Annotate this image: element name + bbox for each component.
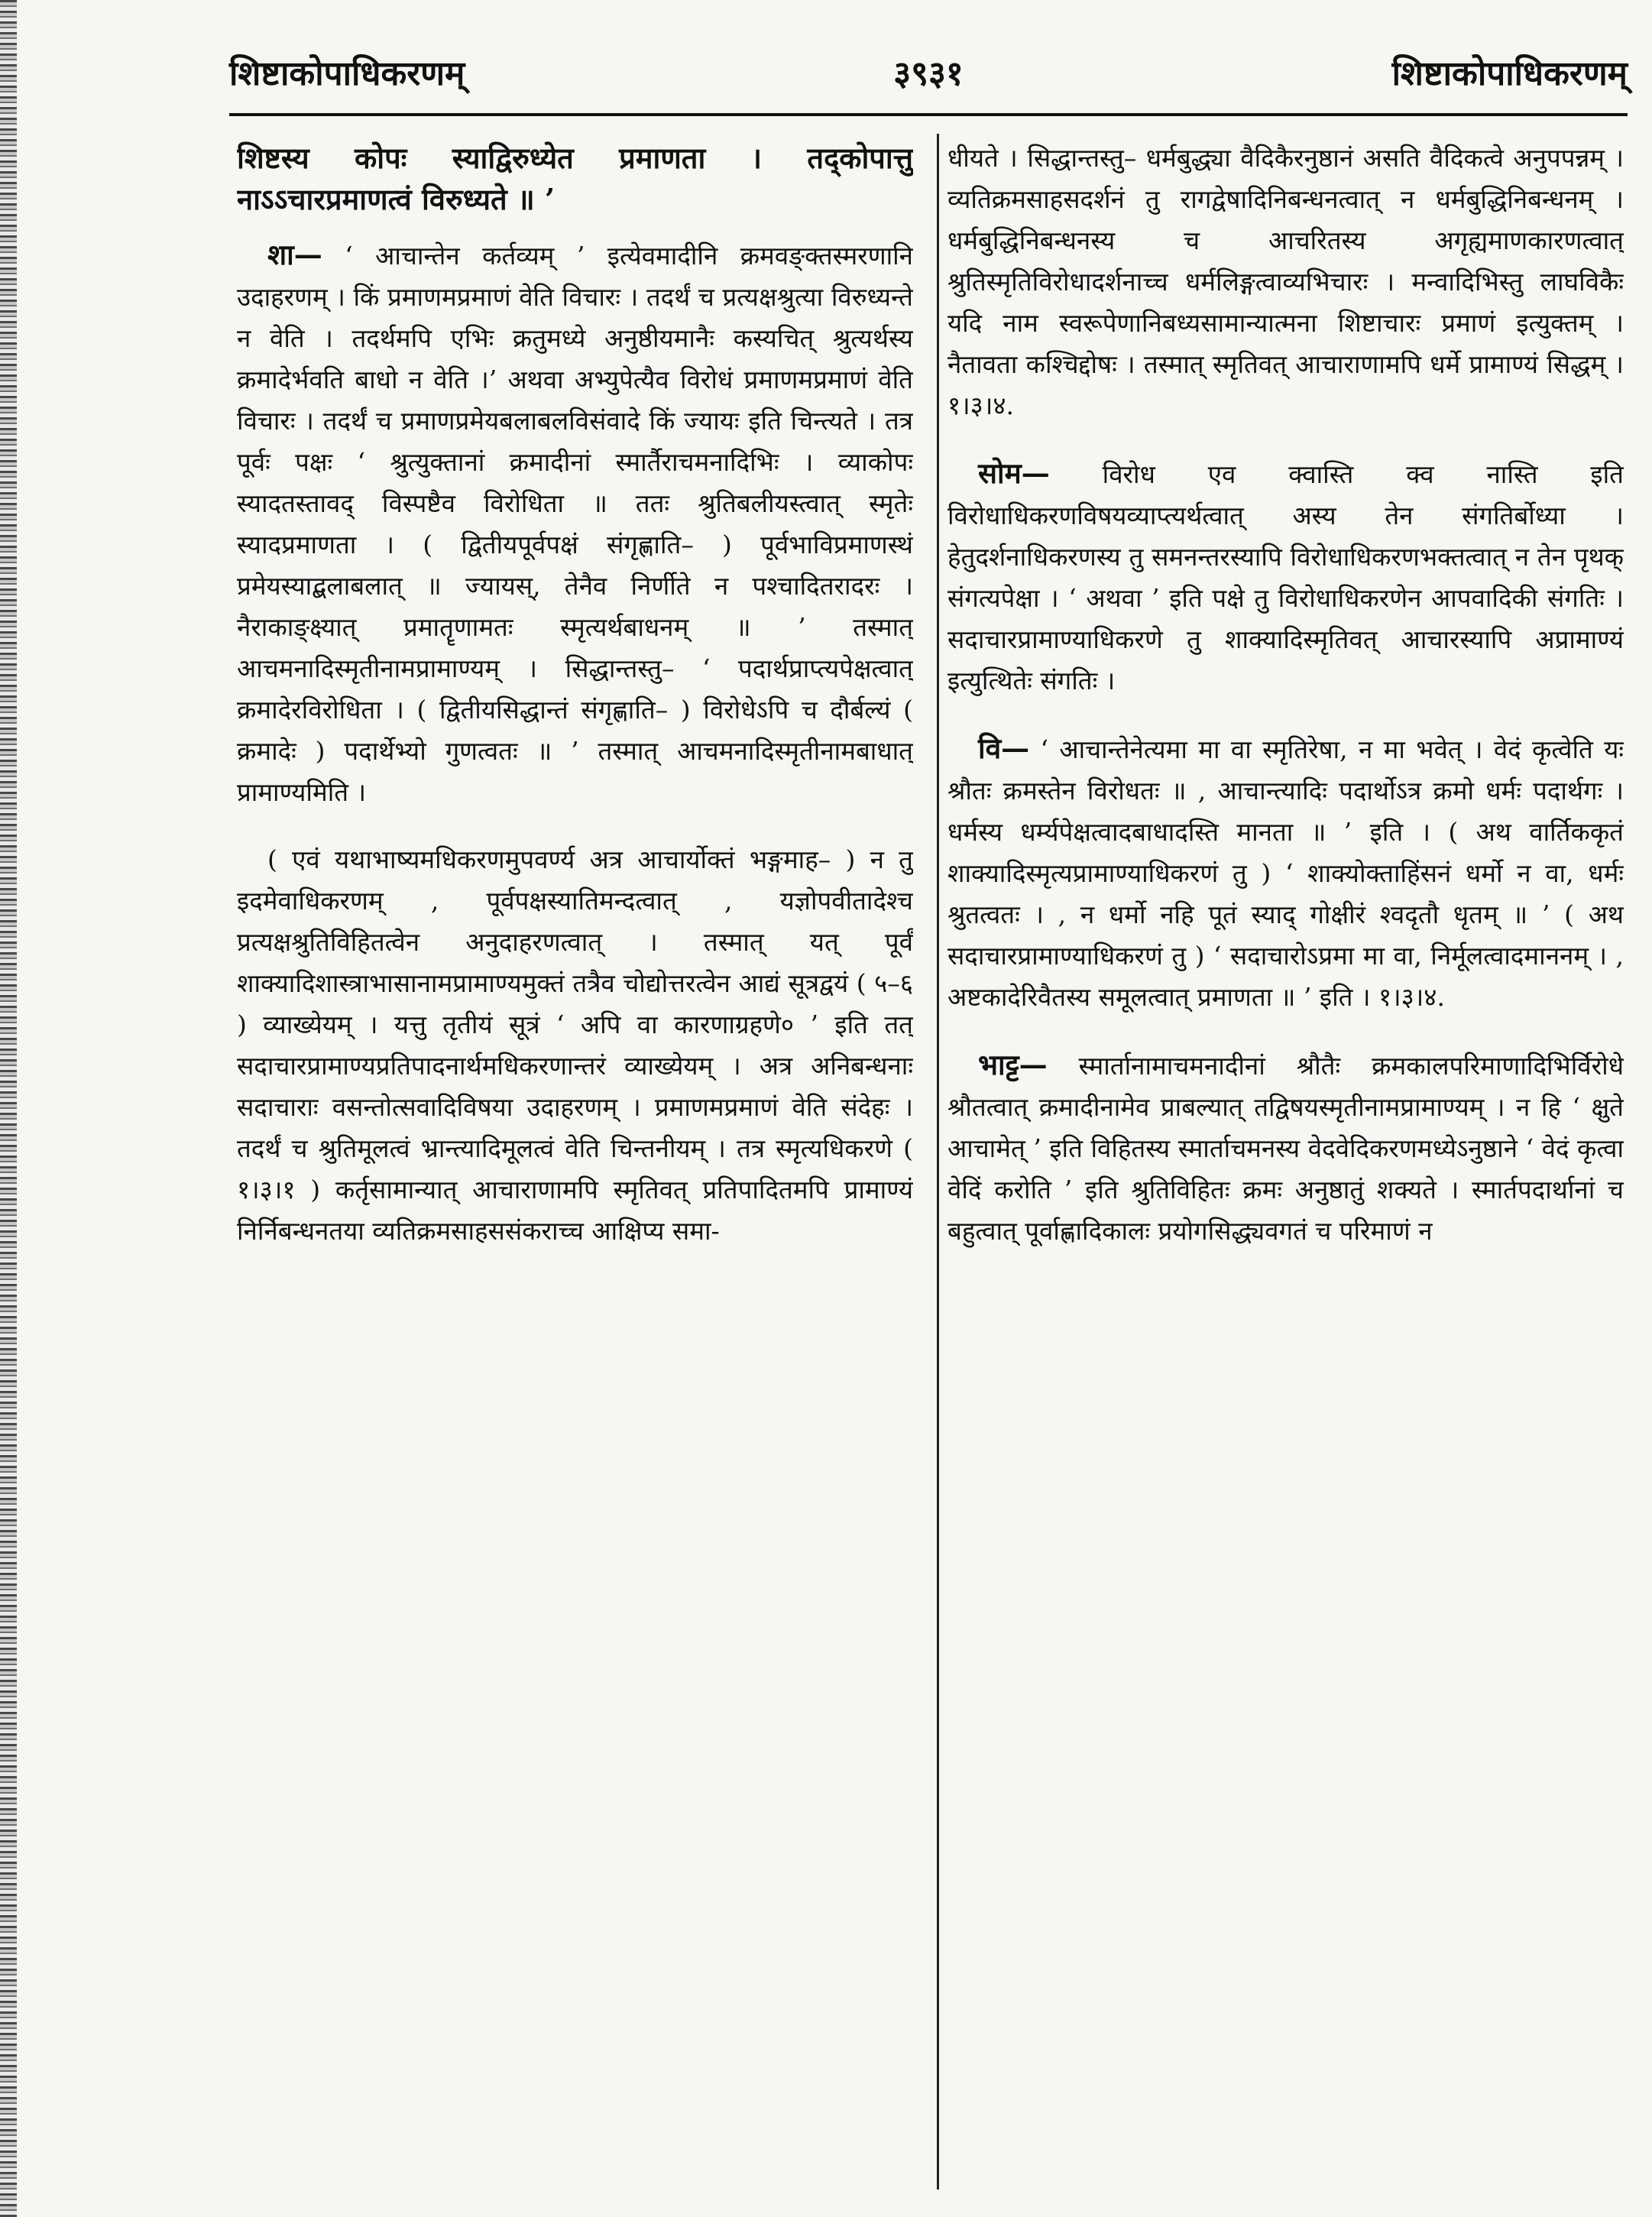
- continuation-paragraph: धीयते । सिद्धान्तस्तु– धर्मबुद्ध्या वैदिकैरनुष्ठानं असति वैदिकत्वे अनुपपन्नम् । व्यतिक्रमसाहसदर्शनं तु रागद्वेषादिनिबन्धनत्वात् न धर्मबुद्धिनिबन्धनम् । धर्मबुद्धिनिबन्धनस्य च आचरितस्य अगृह्यमाणकारणत्वात् श्रुतिस्मृतिविरोधादर्शनाच्च धर्मलिङ्गत्वाव्यभिचारः । मन्वादिभिस्तु लाघविकैः यदि नाम स्वरूपेणानिबध्यसामान्यात्मना शिष्टाचारः प्रमाणं इत्युक्तम् । नैतावता कश्चिद्दोषः । तस्मात् स्मृतिवत् आचाराणामपि धर्मे प्रामाण्यं सिद्धम् । १।३।४.: [947, 143, 1624, 420]
- right-column: [947, 138, 1624, 2201]
- vi-paragraph: [947, 728, 1624, 1018]
- bhatta-paragraph: [947, 1044, 1624, 1252]
- sha-speaker: शा—: [267, 238, 322, 271]
- sha-text: ‘ आचान्तेन कर्तव्यम् ’ इत्येवमादीनि क्रमवङ्क्तस्मरणानि उदाहरणम् । किं प्रमाणमप्रमाणं वेति विचारः । तदर्थं च प्रत्यक्षश्रुत्या विरुध्यन्ते न वेति । तदर्थमपि एभिः क्रतुमध्ये अनुष्ठीयमानैः कस्यचित् श्रुत्यर्थस्य क्रमादेर्भवति बाधो न वेति ।’ अथवा अभ्युपेत्यैव विरोधं प्रमाणमप्रमाणं वेति विचारः । तदर्थं च प्रमाणप्रमेयबलाबलविसंवादे किं ज्यायः इति चिन्त्यते । तत्र पूर्वः पक्षः ‘ श्रुत्युक्तानां क्रमादीनां स्मार्तैराचमनादिभिः । व्याकोपः स्यादतस्तावद् विस्पष्टैव विरोधिता ॥ ततः श्रुतिबलीयस्त्वात् स्मृतेः स्यादप्रमाणता । ( द्वितीयपूर्वपक्षं संगृह्णाति– ) पूर्वभाविप्रमाणस्थं प्रमेयस्याद्बलाबलात् ॥ ज्यायस्, तेनैव निर्णीते न पश्चादितरादरः । नैराकाङ्क्ष्यात् प्रमातॄणामतः स्मृत्यर्थबाधनम् ॥ ’ तस्मात् आचमनादिस्मृतीनामप्रामाण्यम् । सिद्धान्तस्तु– ‘ पदार्थप्राप्त्यपेक्षत्वात् क्रमादेरविरोधिता । ( द्वितीयसिद्धान्तं संगृह्णाति– ) विरोधेऽपि च दौर्बल्यं ( क्रमादेः ) पदार्थेभ्यो गुणत्वतः ॥ ’ तस्मात् आचमनादिस्मृतीनामबाधात् प्रामाण्यमिति ।: [237, 241, 913, 807]
- soma-text: विरोध एव क्वास्ति क्व नास्ति इति विरोधाधिकरणविषयव्याप्त्यर्थत्वात् अस्य तेन संगतिर्बोध्या । हेतुदर्शनाधिकरणस्य तु समनन्तरस्यापि विरोधाधिकरणभक्तत्वात् न तेन पृथक् संगत्यपेक्षा । ‘ अथवा ’ इति पक्षे तु विरोधाधिकरणेन आपवादिकी संगतिः । सदाचारप्रामाण्याधिकरणे तु शाक्यादिस्मृतिवत् आचारस्यापि अप्रामाण्यं इत्युत्थितेः संगतिः ।: [947, 459, 1624, 695]
- header-right-title: शिष्टाकोपाधिकरणम्: [1391, 54, 1628, 93]
- header-rule: [229, 113, 1628, 116]
- second-paragraph: [237, 839, 913, 1252]
- vi-text: ‘ आचान्तेनेत्यमा मा वा स्मृतिरेषा, न मा भवेत् । वेदं कृत्वेति यः श्रौतः क्रमस्तेन विरोधतः ॥ , आचान्त्यादिः पदार्थोऽत्र क्रमो धर्मः पदार्थगः । धर्मस्य धर्म्यपेक्षत्वादबाधादस्ति मानता ॥ ’ इति । ( अथ वार्तिककृतं शाक्यादिस्मृत्यप्रामाण्याधिकरणं तु ) ‘ शाक्योक्ताहिंसनं धर्मो न वा, धर्मः श्रुतत्वतः । , न धर्मो नहि पूतं स्याद् गोक्षीरं श्वदृतौ धृतम् ॥ ’ ( अथ सदाचारप्रामाण्याधिकरणं तु ) ‘ सदाचारोऽप्रमा मा वा, निर्मूलत्वादमाननम् । , अष्टकादेरिवैतस्य समूलत्वात् प्रमाणता ॥ ’ इति । १।३।४.: [947, 734, 1624, 1012]
- running-header: [229, 38, 1628, 107]
- bhatta-speaker: भाट्ट—: [978, 1048, 1048, 1081]
- sha-paragraph: [237, 234, 913, 813]
- opening-verse: शिष्टस्य कोपः स्याद्विरुध्येत प्रमाणता । तद्कोपात्तु नाऽऽचारप्रमाणत्वं विरुध्यते ॥ ’: [237, 141, 913, 216]
- soma-paragraph: [947, 452, 1624, 702]
- page-binding-edge: [0, 0, 17, 2217]
- second-paragraph-text: ( एवं यथाभाष्यमधिकरणमुपवर्ण्य अत्र आचार्योक्तं भङ्गमाह– ) न तु इदमेवाधिकरणम् , पूर्वपक्षस्यातिमन्दत्वात् , यज्ञोपवीतादेश्च प्रत्यक्षश्रुतिविहितत्वेन अनुदाहरणत्वात् । तस्मात् यत् पूर्वं शाक्यादिशास्त्राभासानामप्रामाण्यमुक्तं तत्रैव चोद्योत्तरत्वेन आद्यं सूत्रद्वयं ( ५–६ ) व्याख्येयम् । यत्तु तृतीयं सूत्रं ‘ अपि वा कारणाग्रहणे० ’ इति तत् सदाचारप्रामाण्यप्रतिपादनार्थमधिकरणान्तरं व्याख्येयम् । अत्र अनिबन्धनाः सदाचाराः वसन्तोत्सवादिविषया उदाहरणम् । प्रमाणमप्रमाणं वेति संदेहः । तदर्थं च श्रुतिमूलत्वं भ्रान्त्यादिमूलत्वं वेति चिन्तनीयम् । तत्र स्मृत्यधिकरणे ( १।३।१ ) कर्तृसामान्यात् आचाराणामपि स्मृतिवत् प्रतिपादितमपि प्रामाण्यं निर्निबन्धनतया व्यतिक्रमसाहससंकराच्च आक्षिप्य समा-: [237, 844, 913, 1246]
- column-divider: [937, 134, 939, 2189]
- soma-speaker: सोम—: [978, 456, 1050, 490]
- vi-speaker: वि—: [978, 731, 1030, 765]
- page-number: ३९३१: [893, 54, 964, 93]
- left-column: [237, 138, 913, 2201]
- header-left-title: शिष्टाकोपाधिकरणम्: [229, 54, 465, 93]
- bhatta-text: स्मार्तानामाचमनादीनां श्रौतैः क्रमकालपरिमाणादिभिर्विरोधे श्रौतत्वात् क्रमादीनामेव प्राबल्यात् तद्विषयस्मृतीनामप्रामाण्यम् । न हि ‘ क्षुते आचामेत् ’ इति विहितस्य स्मार्ताचमनस्य वेदवेदिकरणमध्येऽनुष्ठाने ‘ वेदं कृत्वा वेदिं करोति ’ इति श्रुतिविहितः क्रमः अनुष्ठातुं शक्यते । स्मार्तपदार्थानां च बहुत्वात् पूर्वाह्णादिकालः प्रयोगसिद्ध्यवगतं च परिमाणं न: [947, 1051, 1624, 1246]
